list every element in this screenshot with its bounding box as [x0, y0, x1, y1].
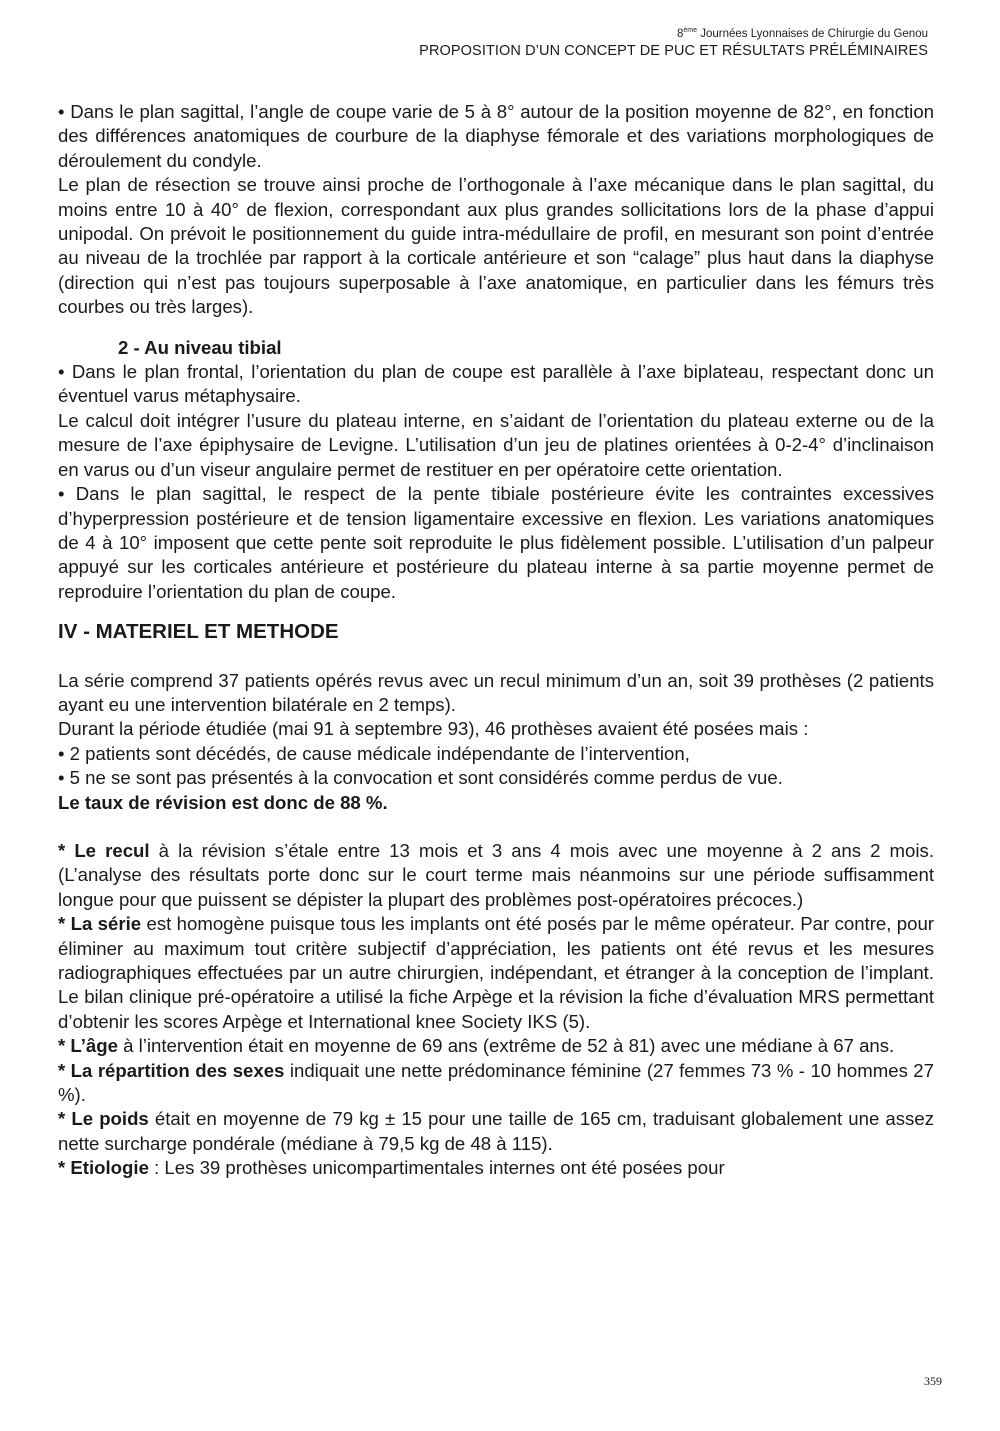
label-age: * L’âge	[58, 1035, 118, 1057]
text-serie: est homogène puisque tous les implants ont été posés par le même opérateur. Par contre, pour éliminer au maximum tout critère subjectif d’appréciation, les patients ont été revus et les mesures radiographiques effectuées par un autre chirurgien, indépendant, et étranger à la conception de l’implant. Le bilan clinique pré-opératoire a utilisé la fiche Arpège et la révision la fiche d’évaluation MRS permettant d’obtenir les scores Arpège et International knee Society IKS (5).	[58, 913, 934, 1032]
conference-name	[419, 26, 928, 42]
chapter-title: PROPOSITION D’UN CONCEPT DE PUC ET RÉSULTATS PRÉLÉMINAIRES	[419, 43, 928, 60]
paragraph-sagittal-femoral: • Dans le plan sagittal, l’angle de coupe varie de 5 à 8° autour de la position moyenne de 82°, en fonction des différences anatomiques de courbure de la diaphyse fémorale et des variations morphologiques de déroulement du condyle.	[58, 101, 934, 171]
label-etiologie: * Etiologie	[58, 1157, 149, 1179]
paragraph-series: La série comprend 37 patients opérés revus avec un recul minimum d’un an, soit 39 prothèses (2 patients ayant eu une intervention bilatérale en 2 temps).	[58, 669, 934, 715]
page-number: 359	[924, 1374, 942, 1388]
paragraph-sexes	[58, 1059, 934, 1108]
subheading-tibial: 2 - Au niveau tibial	[118, 336, 282, 358]
list-item-lost: • 5 ne se sont pas présentés à la convocation et sont considérés comme perdus de vue.	[58, 767, 783, 789]
label-sexes: * La répartition des sexes	[58, 1059, 285, 1081]
paragraph-calculation: Le calcul doit intégrer l’usure du plateau interne, en s’aidant de l’orientation du plateau externe ou de la mesure de l’axe épiphysaire de Levigne. L’utilisation d’un jeu de platines orientées à 0-2-4° d’inclinaison en varus ou d’un viseur angulaire permet de restituer en per opératoire cette orientation.	[58, 409, 934, 480]
text-recul: à la révision s’étale entre 13 mois et 3 ans 4 mois avec une moyenne à 2 ans 2 mois. (L’analyse des résultats porte donc sur le court terme mais néanmoins sur une période suffisamment longue pour que puissent se dépister la plupart des problèmes post-opératoires précoces.)	[58, 839, 934, 910]
paragraph-serie	[58, 912, 934, 1034]
label-serie: * La série	[58, 913, 142, 935]
paragraph-frontal-tibial: • Dans le plan frontal, l’orientation du plan de coupe est parallèle à l’axe biplateau, respectant donc un éventuel varus métaphysaire.	[58, 361, 934, 407]
paragraph-resection-plane: Le plan de résection se trouve ainsi proche de l’orthogonale à l’axe mécanique dans le plan sagittal, du moins entre 10 à 40° de flexion, correspondant aux plus grandes sollicitations lors de la phase d’appui unipodal. On prévoit le positionnement du guide intra-médullaire de profil, en mesurant son point d’entrée au niveau de la trochlée par rapport à la corticale antérieure et son “calage” plus haut dans la diaphyse (direction qui n’est pas toujours superposable à l’axe anatomique, en particulier dans les fémurs très courbes ou très larges).	[58, 174, 934, 318]
paragraph-period: Durant la période étudiée (mai 91 à septembre 93), 46 prothèses avaient été posées mais :	[58, 718, 809, 740]
text-sexes: indiquait une nette prédominance féminine (27 femmes 73 % - 10 hommes 27 %).	[58, 1059, 934, 1106]
revision-rate: Le taux de révision est donc de 88 %.	[58, 791, 388, 813]
paragraph-poids	[58, 1107, 934, 1156]
paragraph-age	[58, 1034, 934, 1058]
conference-ordinal-suffix: ème	[683, 27, 697, 34]
text-etiologie: : Les 39 prothèses unicompartimentales internes ont été posées pour	[148, 1157, 725, 1179]
paragraph-recul	[58, 839, 934, 912]
text-age: à l’intervention était en moyenne de 69 ans (extrême de 52 à 81) avec une médiane à 67 ans.	[117, 1035, 895, 1057]
running-header	[419, 26, 928, 62]
section-heading: IV - MATERIEL ET METHODE	[58, 620, 339, 644]
conference-ordinal: 8	[676, 27, 684, 40]
page-body	[58, 100, 934, 1181]
paragraph-etiologie	[58, 1156, 934, 1180]
conference-title: Journées Lyonnaises de Chirurgie du Genou	[697, 27, 928, 40]
paragraph-sagittal-tibial: • Dans le plan sagittal, le respect de la pente tibiale postérieure évite les contraintes excessives d’hyperpression postérieure et de tension ligamentaire excessive en flexion. Les variations anatomiques de 4 à 10° imposent que cette pente soit reproduite le plus fidèlement possible. L’utilisation d’un palpeur appuyé sur les corticales antérieure et postérieure du plateau interne à sa partie moyenne permet de reproduire l’orientation du plan de coupe.	[58, 483, 934, 602]
label-recul: * Le recul	[58, 839, 150, 861]
label-poids: * Le poids	[58, 1108, 149, 1130]
text-poids: était en moyenne de 79 kg ± 15 pour une taille de 165 cm, traduisant globalement une assez nette surcharge pondérale (médiane à 79,5 kg de 48 à 115).	[58, 1108, 934, 1154]
list-item-deceased: • 2 patients sont décédés, de cause médicale indépendante de l’intervention,	[58, 742, 690, 764]
